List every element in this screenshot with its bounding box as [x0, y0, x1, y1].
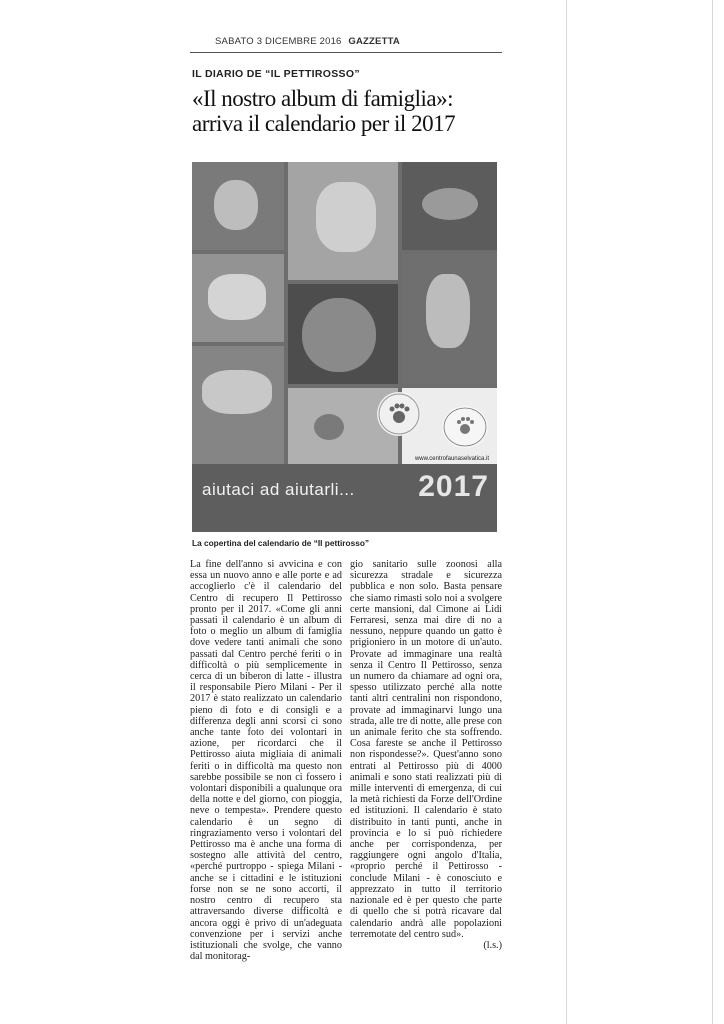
masthead-paper: GAZZETTA	[348, 36, 400, 47]
photo-tile-lynx	[288, 162, 398, 280]
masthead-date: SABATO 3 DICEMBRE 2016	[215, 36, 342, 47]
photo-tile-fox	[402, 254, 497, 384]
masthead-rule	[190, 52, 502, 53]
photo-tile-raccoons	[192, 346, 284, 464]
banner-slogan: aiutaci ad aiutarli...	[202, 480, 355, 499]
calendar-year: 2017	[418, 470, 489, 503]
photo-caption: La copertina del calendario de “Il pettirosso”	[192, 538, 370, 548]
article-column-1	[190, 559, 342, 962]
photo-tile-turtle	[402, 162, 497, 250]
article-column-2	[350, 559, 502, 951]
calendar-cover-photo	[192, 162, 497, 532]
centro-logo	[377, 392, 421, 436]
photo-tile-owlets	[192, 254, 284, 342]
website-label: www.centrofaunaselvatica.it	[414, 456, 489, 462]
photo-tile-eagle	[288, 284, 398, 384]
masthead	[215, 36, 475, 47]
newspaper-clipping	[182, 22, 502, 1002]
centro-seal	[442, 406, 488, 448]
kicker: IL DIARIO DE “IL PETTIROSSO”	[192, 68, 360, 80]
photo-tile-hands-bird	[192, 162, 284, 250]
headline: «Il nostro album di famiglia»: arriva il calendario per il 2017	[192, 86, 456, 136]
article-text-col1: La fine dell'anno si avvicina e con essa un nuovo anno e alle porte e ad accoglierlo c'è il calendario del Centro di recupero Il Pettirosso pronto per il 2017. «Come gli anni passati il calendario è un album di foto o meglio un album di famiglia dove vedere tanti animali che sono passati dal Centro perché feriti o in difficoltà o più semplicemente in cerca di un biberon di latte - illustra il responsabile Piero Milani - Per il 2017 è stato realizzato un calendario pieno di foto e di consigli e a differenza degli anni scorsi ci sono anche tante foto dei volontari in azione, per ricordarci che il Pettirosso aiuta migliaia di animali feriti o in difficoltà ma questo non sarebbe possibile se non ci fossero i volontari disponibili a qualunque ora della notte e del giorno, con pioggia, neve o tempesta». Prendere questo calendario è un segno di ringraziamento verso i volontari del Pettirosso ma è anche una forma di sostegno alle attività del centro, «perché purtroppo - spiega Milani - anche se i cittadini e le istituzioni forse non se ne sono accorti, il nostro centro di recupero sta attraversando diverse difficoltà e ancora oggi è privo di un'adeguata convenzione per i servizi anche istituzionali che svolge, che vanno dal monitorag-	[190, 559, 342, 963]
author-signature: (l.s.)	[483, 939, 502, 951]
article-text-col2: gio sanitario sulle zoonosi alla sicurezza stradale e sicurezza pubblica e non solo. Basta pensare che siamo rimasti solo noi a svolgere certe mansioni, dal Cimone ai Lidi Ferraresi, senza mai dire di no a nessuno, neppure quando un gatto è prigioniero in un motore di un'auto. Provate ad immaginare una realtà senza il Centro Il Pettirosso, senza un numero da chiamare ad ogni ora, spesso utilizzato perché alla notte tanti altri centralini non rispondono, provate ad immaginarvi lungo una strada, alle tre di notte, alle prese con un animale ferito che sta soffrendo. Cosa fareste se anche il Pettirosso non rispondesse?». Quest'anno sono entrati al Pettirosso più di 4000 animali e sono stati realizzati più di mille interventi di emergenza, di cui la metà richiesti da Forze dell'Ordine ed istituzioni. Il calendario è stato distribuito in tanti punti, anche in provincia e lo si può richiedere anche per corrispondenza, per raggiungere ogni angolo d'Italia, «proprio perché il Pettirosso - conclude Milani - è conosciuto e apprezzato in tutto il territorio nazionale ed è per questo che parte di quello che si potrà ricavare dal calendario andrà alle popolazioni terremotate del centro sud».	[350, 559, 502, 940]
